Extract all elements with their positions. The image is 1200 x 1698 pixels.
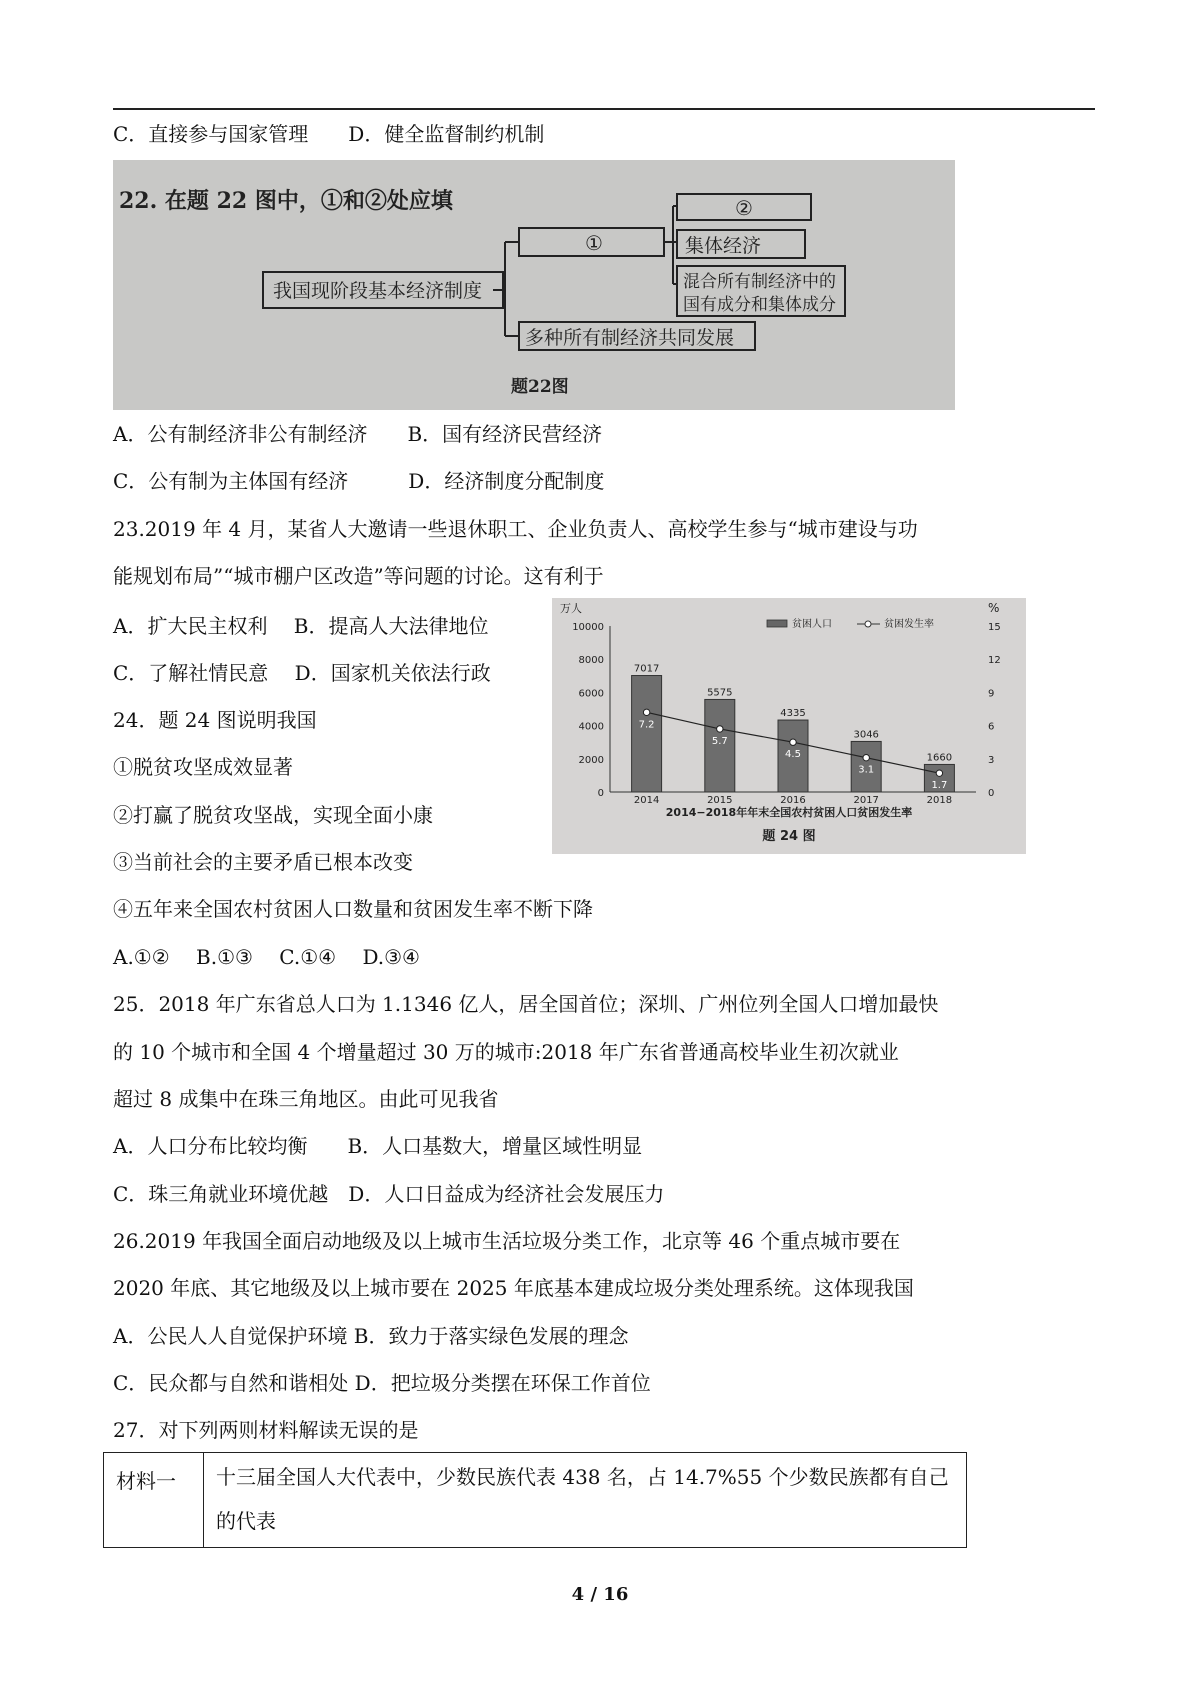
- chart-title: 2014−2018年年末全国农村贫困人口贫困发生率: [665, 806, 913, 819]
- chart-caption: 题 24 图: [762, 829, 816, 844]
- header-rule: [113, 108, 1095, 110]
- fig22-collective: 集体经济: [685, 235, 762, 257]
- q24-item-1: ①脱贫攻坚成效显著: [113, 755, 293, 779]
- chart-left-unit: 万人: [560, 602, 582, 615]
- legend-bar-label: 贫困人口: [792, 619, 832, 630]
- y-tick-right: 0: [988, 788, 995, 799]
- bar-value-label: 4335: [780, 708, 806, 720]
- q26-stem-line2: 2020 年底、其它地级及以上城市要在 2025 年底基本建成垃圾分类处理系统。这体现我国: [113, 1276, 914, 1300]
- fig22-caption: 题22图: [511, 377, 569, 397]
- legend-bar-swatch: [767, 620, 787, 627]
- page-number: 4 / 16: [571, 1584, 629, 1605]
- x-tick-label: 2015: [707, 795, 733, 806]
- q25-stem-line1: 25．2018 年广东省总人口为 1.1346 亿人，居全国首位；深圳、广州位列全国人口增加最快: [113, 992, 939, 1016]
- fig22-root: 我国现阶段基本经济制度: [273, 280, 483, 302]
- rate-point: [643, 709, 649, 715]
- fig22-mixed-line2: 国有成分和集体成分: [683, 295, 836, 315]
- q24-item-4: ④五年来全国农村贫困人口数量和贫困发生率不断下降: [113, 897, 593, 921]
- fig22-multi: 多种所有制经济共同发展: [525, 327, 735, 349]
- bar-value-label: 5575: [707, 687, 733, 699]
- rate-value-label: 5.7: [711, 735, 728, 747]
- rate-value-label: 7.2: [638, 719, 655, 731]
- rate-value-label: 3.1: [858, 764, 875, 776]
- figure-22: [113, 160, 955, 410]
- rate-point: [936, 770, 942, 776]
- q25-options-ab: A．人口分布比较均衡 B．人口基数大，增量区域性明显: [113, 1134, 643, 1158]
- fig22-question: 22. 在题 22 图中，①和②处应填: [119, 188, 453, 214]
- rate-point: [717, 726, 723, 732]
- material-label: 材料一: [104, 1453, 204, 1547]
- y-tick-right: 6: [988, 721, 995, 733]
- q26-stem-line1: 26.2019 年我国全面启动地级及以上城市生活垃圾分类工作，北京等 46 个重点城市要在: [113, 1229, 901, 1253]
- bar: [632, 676, 662, 792]
- y-tick-left: 8000: [578, 655, 604, 667]
- rate-point: [863, 754, 869, 760]
- y-tick-left: 4000: [578, 721, 604, 733]
- chart-right-unit: %: [988, 601, 1000, 615]
- rate-value-label: 4.5: [785, 749, 801, 761]
- q25-options-cd: C．珠三角就业环境优越 D．人口日益成为经济社会发展压力: [113, 1182, 665, 1206]
- fig22-mixed-line1: 混合所有制经济中的: [683, 272, 836, 292]
- fig22-node2: ②: [735, 196, 753, 220]
- q24-stem: 24．题 24 图说明我国: [113, 708, 317, 732]
- bar-value-label: 3046: [853, 729, 879, 741]
- legend-line-label: 贫困发生率: [884, 619, 934, 630]
- q26-options-cd: C．民众都与自然和谐相处 D．把垃圾分类摆在环保工作首位: [113, 1371, 651, 1395]
- y-tick-right: 9: [988, 688, 995, 700]
- q23-options-cd: C．了解社情民意 D．国家机关依法行政: [113, 661, 491, 685]
- q27-stem: 27．对下列两则材料解读无误的是: [113, 1418, 419, 1442]
- y-tick-left: 0: [597, 788, 604, 799]
- q23-options-ab: A．扩大民主权利 B．提高人大法律地位: [113, 614, 489, 638]
- x-tick-label: 2017: [853, 795, 879, 806]
- y-tick-left: 10000: [572, 622, 604, 633]
- q22-options-cd: C．公有制为主体国有经济 D．经济制度分配制度: [113, 469, 605, 493]
- material-text: 十三届全国人大代表中，少数民族代表 438 名，占 14.7%55 个少数民族都有自己的代表: [216, 1465, 949, 1533]
- q22-options-ab: A．公有制经济非公有制经济 B．国有经济民营经济: [113, 422, 603, 446]
- q24-options: A.①② B.①③ C.①④ D.③④: [113, 945, 420, 969]
- x-tick-label: 2018: [926, 795, 953, 806]
- material-table: [103, 1452, 967, 1548]
- bar-value-label: 1660: [926, 752, 953, 764]
- q25-stem-line2: 的 10 个城市和全国 4 个增量超过 30 万的城市:2018 年广东省普通高校毕业生初次就业: [113, 1040, 899, 1064]
- q24-item-2: ②打赢了脱贫攻坚战，实现全面小康: [113, 803, 433, 827]
- y-tick-right: 12: [988, 655, 1001, 667]
- y-tick-right: 15: [988, 622, 1001, 633]
- figure-24-chart: [552, 598, 1026, 854]
- y-tick-right: 3: [988, 754, 995, 766]
- rate-value-label: 1.7: [931, 780, 948, 792]
- legend-line-marker: [865, 621, 871, 627]
- x-tick-label: 2014: [633, 795, 660, 806]
- q26-options-ab: A．公民人人自觉保护环境 B．致力于落实绿色发展的理念: [113, 1324, 629, 1348]
- rate-point: [790, 739, 796, 745]
- x-tick-label: 2016: [780, 795, 806, 806]
- y-tick-left: 2000: [578, 754, 604, 766]
- q23-stem-line2: 能规划布局”“城市棚户区改造”等问题的讨论。这有利于: [113, 564, 604, 588]
- q25-stem-line3: 超过 8 成集中在珠三角地区。由此可见我省: [113, 1087, 499, 1111]
- q24-item-3: ③当前社会的主要矛盾已根本改变: [113, 850, 413, 874]
- q23-stem-line1: 23.2019 年 4 月，某省人大邀请一些退休职工、企业负责人、高校学生参与“城市建设与功: [113, 517, 918, 541]
- q21-options: C．直接参与国家管理 D．健全监督制约机制: [113, 122, 545, 146]
- bar-value-label: 7017: [633, 663, 660, 675]
- fig22-node1: ①: [585, 231, 603, 255]
- y-tick-left: 6000: [578, 688, 604, 700]
